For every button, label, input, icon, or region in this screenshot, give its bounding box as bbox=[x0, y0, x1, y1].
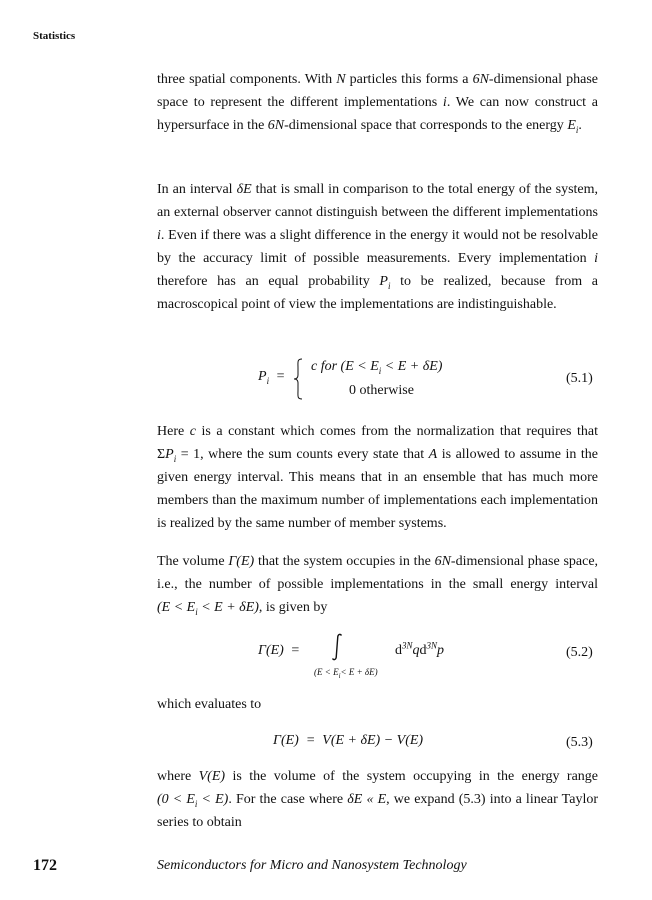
text: The volume bbox=[157, 554, 225, 569]
text: , we expand (5.3) into a linear Taylor series to obtain bbox=[157, 792, 598, 830]
book-title: Semiconductors for Micro and Nanosystem Technology bbox=[157, 858, 467, 873]
math-energy-range bbox=[157, 792, 228, 807]
math-symbol: P bbox=[379, 274, 388, 289]
math-symbol: P bbox=[165, 447, 174, 462]
equation-5-1-case-2: 0 otherwise bbox=[349, 383, 414, 398]
math-6N: 6N bbox=[267, 118, 285, 133]
equation-5-2-lhs bbox=[258, 643, 299, 659]
math-q: q bbox=[412, 643, 420, 658]
math-sum-P-i bbox=[157, 447, 200, 462]
math-expression: c for (E < E bbox=[311, 359, 379, 374]
text: which evaluates to bbox=[157, 697, 262, 712]
paragraph-6 bbox=[157, 765, 598, 834]
text: , where the sum counts every state that bbox=[200, 447, 425, 462]
integral-sign-icon bbox=[331, 633, 343, 661]
math-delta-E: δE bbox=[236, 182, 252, 197]
math-subscript: i bbox=[387, 280, 391, 291]
text: is allowed to assume in the given energy interval. This means that in an ensemble that has much more members than the maximum number of implementations each implementation is realized by the same number of member systems. bbox=[157, 447, 599, 531]
math-d: d bbox=[395, 643, 402, 658]
text: that is small in comparison to the total energy of the system, an external observer cannot distinguish between the different implementations bbox=[157, 182, 599, 220]
text: . Even if there was a slight difference in the energy it would not be resolvable by the accuracy limit of possible measurements. Every implementation bbox=[157, 228, 598, 266]
text: Here bbox=[157, 424, 185, 439]
math-expression: (0 < E bbox=[157, 792, 195, 807]
math-subscript: i bbox=[378, 365, 382, 376]
math-expression: (E < E bbox=[157, 600, 196, 615]
text: is a constant which comes from the normalization that requires that bbox=[201, 424, 599, 439]
text: where bbox=[157, 769, 192, 784]
text: . bbox=[578, 118, 582, 133]
paragraph-1 bbox=[157, 68, 598, 137]
equals-sign: = bbox=[276, 369, 285, 384]
math-subscript: i bbox=[173, 453, 177, 464]
text: . For the case where bbox=[228, 792, 344, 807]
math-energy-interval bbox=[157, 600, 259, 615]
math-superscript: 3N bbox=[402, 640, 413, 651]
equation-number-5-3: (5.3) bbox=[566, 735, 593, 750]
text: is the volume of the system occupying in the energy range bbox=[232, 769, 599, 784]
math-expression: < E + δE) bbox=[201, 600, 259, 615]
equation-5-1-lhs bbox=[258, 369, 284, 385]
math-V-E: V(E) bbox=[198, 769, 226, 784]
equation-5-2-integrand bbox=[395, 640, 445, 659]
text: , is given by bbox=[258, 600, 328, 615]
math-i: i bbox=[157, 228, 161, 243]
math-expression: < E + δE) bbox=[384, 359, 443, 374]
math-symbol: P bbox=[258, 369, 267, 384]
paragraph-2 bbox=[157, 178, 598, 316]
paragraph-3 bbox=[157, 420, 598, 535]
math-subscript: i bbox=[338, 671, 341, 680]
math-6N: 6N bbox=[472, 72, 489, 87]
equals-sign: = bbox=[291, 643, 300, 658]
text: . We can now construct a hypersurface in the bbox=[157, 95, 598, 133]
math-c: c bbox=[189, 424, 196, 439]
math-superscript: 3N bbox=[426, 640, 438, 651]
left-brace-icon bbox=[293, 358, 303, 400]
page-number: 172 bbox=[33, 857, 57, 874]
running-head: Statistics bbox=[33, 30, 76, 42]
math-N: N bbox=[336, 72, 346, 87]
math-sigma: Σ bbox=[157, 447, 166, 462]
equation-number-5-1: (5.1) bbox=[566, 371, 593, 386]
math-expression: < E + δE) bbox=[340, 667, 378, 677]
math-E-i bbox=[567, 118, 578, 133]
text: three spatial components. With bbox=[157, 72, 333, 87]
text: -dimensional space that corresponds to the energy bbox=[284, 118, 564, 133]
math-condition: δE « E bbox=[347, 792, 387, 807]
math-expression: < E) bbox=[201, 792, 229, 807]
text: In an interval bbox=[157, 182, 233, 197]
math-symbol: Γ(E) bbox=[258, 643, 284, 658]
paragraph-4 bbox=[157, 550, 598, 619]
math-symbol: E bbox=[567, 118, 576, 133]
text: therefore has an equal probability bbox=[157, 274, 370, 289]
equation-5-1-case-1 bbox=[311, 359, 442, 375]
math-gamma-E: Γ(E) bbox=[228, 554, 255, 569]
math-subscript: i bbox=[575, 124, 579, 135]
math-A: A bbox=[428, 447, 438, 462]
math-subscript: i bbox=[266, 375, 270, 386]
math-i: i bbox=[442, 95, 447, 110]
text: -dimensional phase space to represent the different implementations bbox=[157, 72, 598, 110]
equation-5-3: Γ(E) = V(E + δE) − V(E) bbox=[273, 733, 424, 748]
text: to be realized, because from a macroscopical point of view the implementations are indistinguishable. bbox=[157, 274, 599, 312]
math-d: d bbox=[419, 643, 427, 658]
math-P-i bbox=[379, 274, 390, 289]
equation-5-2-limits bbox=[314, 667, 378, 680]
math-rhs: = 1 bbox=[180, 447, 201, 462]
text: particles this forms a bbox=[349, 72, 469, 87]
math-expression: (E < E bbox=[314, 667, 339, 677]
math-subscript: i bbox=[195, 606, 198, 617]
equation-number-5-2: (5.2) bbox=[566, 645, 593, 660]
text: -dimensional phase space, i.e., the number of possible implementations in the small energy interval bbox=[157, 554, 599, 592]
math-i: i bbox=[594, 251, 599, 266]
math-subscript: i bbox=[194, 798, 198, 809]
math-6N: 6N bbox=[434, 554, 451, 569]
paragraph-5 bbox=[157, 693, 598, 716]
text: that the system occupies in the bbox=[257, 554, 431, 569]
math-p: p bbox=[437, 643, 445, 658]
